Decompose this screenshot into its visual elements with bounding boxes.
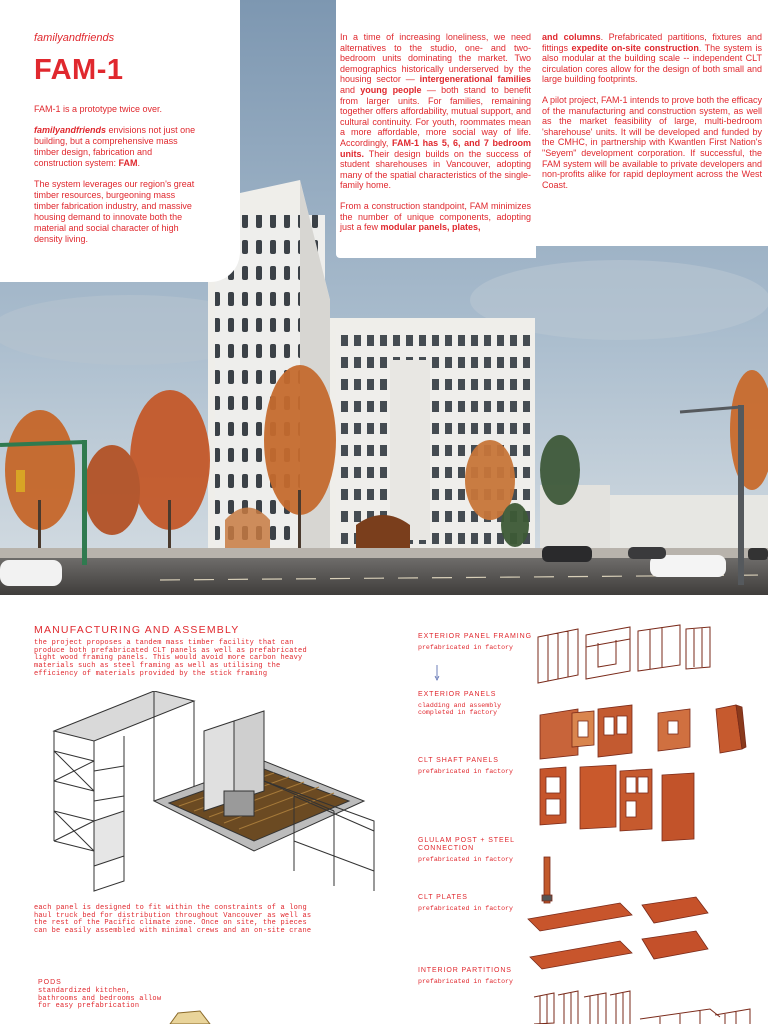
assembly-description: the project proposes a tandem mass timber facility that can produce both prefabricated CLT panels as well as prefabricated light wood framing panels. This would avoid more carbon heavy materials such as steel framing as well as utilising the efficiency of materials provided by the stick framing: [34, 639, 307, 678]
intro-paragraph-3: The system leverages our region's great timber resources, burgeoning mass timber fabrication industry, and massive housing demand to innovate both the material and social character of high density living.: [34, 179, 195, 244]
text-column-3: [542, 32, 762, 200]
column-2-paragraph-1: In a time of increasing loneliness, we need alternatives to the studio, one- and two-bedroom units dominating the market. Two demographics historically underserved by the housing sector — intergenerational families and young people — both stand to benefit from larger units. For families, remaining together offers affordability, mutual support, and cultural continuity. For youth, roommates mean a more affordable, more social way of life. Accordingly, FAM-1 has 5, 6, and 7 bedroom units. Their design builds on the success of student sharehouses in Vancouver, adopting many of the spatial characteristics of the single-family home.: [340, 32, 531, 191]
pods-title: PODS: [38, 979, 62, 986]
intro-paragraph-1: FAM-1 is a prototype twice over.: [34, 104, 163, 114]
page-title: FAM-1: [34, 54, 124, 86]
component-subtitle: prefabricated in factory: [418, 856, 513, 863]
components-illustration: [520, 617, 768, 1024]
component-label-clt-plates: [418, 894, 536, 912]
component-title: CLT PLATES: [418, 894, 468, 901]
intro-paragraph-2: familyandfriends envisions not just one building, but a comprehensive mass timber design, fabrication and construction system: FAM.: [34, 125, 196, 168]
component-label-exterior-framing: [418, 633, 536, 651]
assembly-heading: MANUFACTURING AND ASSEMBLY: [34, 624, 240, 636]
brand-name: familyandfriends: [34, 32, 115, 44]
component-label-glulam-post: [418, 837, 536, 863]
column-2-paragraph-2: From a construction standpoint, FAM minimizes the number of unique components, adopting just a few modular panels, plates,: [340, 200, 531, 233]
fabrication-machine-illustration: [34, 691, 394, 901]
column-3-paragraph-1: and columns. Prefabricated partitions, fixtures and fittings expedite on-site construction. The system is also modular at the building scale -- independent CLT circulation cores allow for the design of both small and large building footprints.: [542, 32, 762, 85]
component-title: EXTERIOR PANEL FRAMING: [418, 633, 532, 640]
column-3-paragraph-2: A pilot project, FAM-1 intends to prove both the efficacy of the manufacturing and construction system, as well as the market feasibility of large, multi-bedroom 'sharehouse' units. It will be developed and funded by the CMHC, in partnership with Kwantlen First Nation's "Seyem" development corporation. If successful, the FAM system will be available to private developers and non-profits alike for rapid deployment across the West Coast.: [542, 94, 762, 190]
component-subtitle: cladding and assembly completed in factory: [418, 702, 502, 717]
component-label-clt-shaft: [418, 757, 536, 775]
component-subtitle: prefabricated in factory: [418, 905, 513, 912]
component-label-interior-partitions: [418, 967, 536, 985]
component-subtitle: prefabricated in factory: [418, 978, 513, 985]
distribution-description: each panel is designed to fit within the constraints of a long haul truck bed for distribution throughout Vancouver as well as the rest of the Pacific climate zone. Once on site, the pieces can be easily assembled with minimal crews and an on-site crane: [34, 904, 312, 936]
pod-illustration: [160, 1009, 220, 1024]
component-title: EXTERIOR PANELS: [418, 691, 497, 698]
assembly-section: [0, 595, 768, 1024]
component-title: GLULAM POST + STEEL CONNECTION: [418, 837, 515, 852]
component-title: CLT SHAFT PANELS: [418, 757, 499, 764]
arrow-down-icon: [434, 665, 440, 681]
intro-text: [34, 104, 196, 255]
text-column-2: [340, 32, 531, 243]
component-subtitle: prefabricated in factory: [418, 644, 513, 651]
component-subtitle: prefabricated in factory: [418, 768, 513, 775]
component-title: INTERIOR PARTITIONS: [418, 967, 512, 974]
pods-description: standardized kitchen, bathrooms and bedrooms allow for easy prefabrication: [38, 987, 162, 1011]
component-label-exterior-panels: [418, 691, 536, 717]
